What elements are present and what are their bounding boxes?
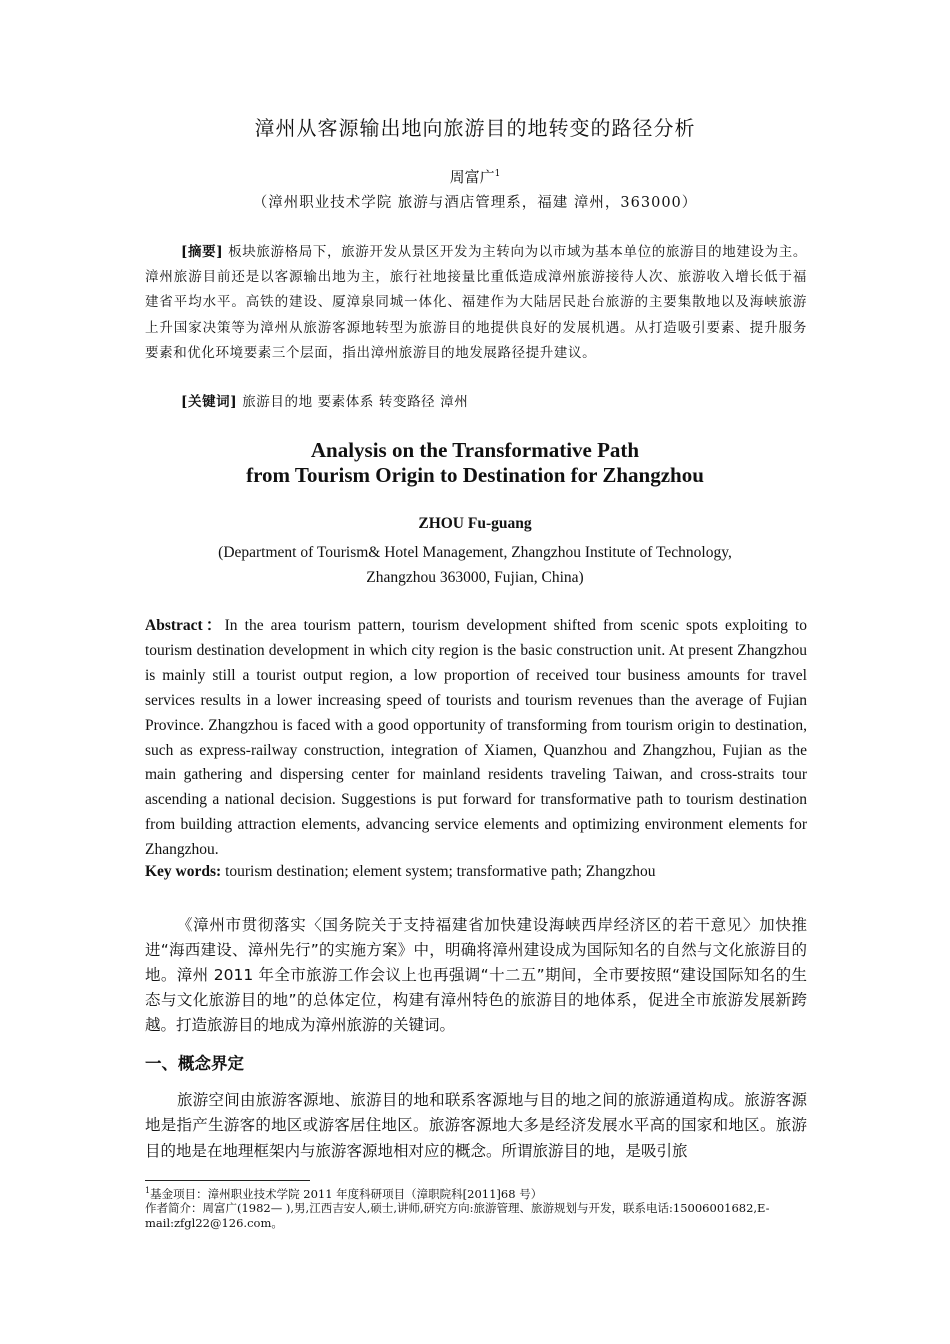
section-paragraph: 旅游空间由旅游客源地、旅游目的地和联系客源地与目的地之间的旅游通道构成。旅游客源地是指产生游客的地区或游客居住地区。旅游客源地大多是经济发展水平高的国家和地区。旅游目的地是在地理框架内与旅游客源地相对应的概念。所谓旅游目的地，是吸引旅 [145,1091,807,1160]
footnote-mark: 1 [145,1186,151,1195]
author-name: 周富广 [449,168,495,186]
chinese-abstract [145,240,807,366]
chinese-title: 漳州从客源输出地向旅游目的地转变的路径分析 [254,116,696,140]
chinese-abstract-text: 板块旅游格局下，旅游开发从景区开发为主转向为以市域为基本单位的旅游目的地建设为主。漳州旅游目前还是以客源输出地为主，旅行社地接量比重低造成漳州旅游接待人次、旅游收入增长低于福建省平均水平。高铁的建设、厦漳泉同城一体化、福建作为大陆居民赴台旅游的主要集散地以及海峡旅游上升国家决策等为漳州从旅游客源地转型为旅游目的地提供良好的发展机遇。从打造吸引要素、提升服务要素和优化环境要素三个层面，指出漳州旅游目的地发展路径提升建议。 [145,244,807,361]
chinese-author [0,166,950,187]
english-author: ZHOU Fu-guang [418,515,532,532]
english-abstract-label: Abstract： [145,617,225,634]
footnote-funding: 基金项目：漳州职业技术学院 2011 年度科研项目（漳职院科[2011]68 号） [150,1186,543,1201]
author-footnote-mark: 1 [494,169,501,179]
chinese-keywords [181,390,468,410]
footnote-line-1 [145,1184,807,1201]
english-affiliation [0,540,950,590]
footnote [145,1184,807,1230]
chinese-abstract-label: [摘要] [181,244,224,260]
english-affiliation-line-2: Zhangzhou 363000, Fujian, China) [366,569,584,586]
section-heading: 一、概念界定 [145,1054,244,1073]
english-keywords [145,863,656,881]
intro-paragraph: 《漳州市贯彻落实〈国务院关于支持福建省加快建设海峡西岸经济区的若干意见〉加快推进“海西建设、漳州先行”的实施方案》中，明确将漳州建设成为国际知名的自然与文化旅游目的地。漳州 2011 年全市旅游工作会议上也再强调“十二五”期间，全市要按照“建设国际知名的生态与文化旅游目的地”的总体定位，构建有漳州特色的旅游目的地体系，促进全市旅游发展新跨越。打造旅游目的地成为漳州旅游的关键词。 [145,916,807,1034]
english-affiliation-line-1: (Department of Tourism& Hotel Management, Zhangzhou Institute of Technology, [218,544,732,561]
footnote-divider [145,1180,310,1181]
english-keywords-text: tourism destination; element system; transformative path; Zhangzhou [221,863,656,880]
english-title-line-1: Analysis on the Transformative Path [310,438,640,462]
english-abstract-text: In the area tourism pattern, tourism development shifted from scenic spots exploiting to tourism destination development in which city region is the basic construction unit. At present Zhangzhou is mainly still a tourist output region, a low proportion of received tour business amounts for travel services results in a lower increasing speed of tourists and tourism revenues than the average of Fujian Province. Zhangzhou is faced with a good opportunity of transforming from tourism origin to destination, such as express-railway construction, integration of Xiamen, Quanzhou and Zhangzhou, Fujian as the main gathering and dispersing center for mainland residents traveling Taiwan, and cross-straits tour ascending a national decision. Suggestions is put forward for transformative path to tourism destination from building attraction elements, advancing service elements and optimizing environment elements for Zhangzhou. [145,617,807,859]
footnote-line-2: 作者简介：周富广(1982— ),男,江西吉安人,硕士,讲师,研究方向:旅游管理、旅游规划与开发，联系电话:15006001682,E-mail:zfgl22@126.com。 [145,1201,770,1230]
english-title-line-2: from Tourism Origin to Destination for Zhangzhou [246,463,704,487]
chinese-keywords-text: 旅游目的地 要素体系 转变路径 漳州 [242,394,469,410]
english-abstract [145,614,807,863]
chinese-keywords-label: [关键词] [181,394,238,410]
chinese-affiliation: （漳州职业技术学院 旅游与酒店管理系，福建 漳州，363000） [252,195,698,211]
english-keywords-label: Key words: [145,863,222,880]
english-title [0,438,950,488]
